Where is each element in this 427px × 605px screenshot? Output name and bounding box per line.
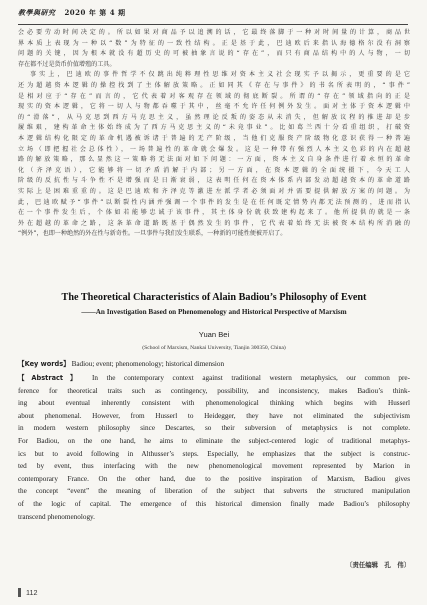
abstract-block [18,372,410,523]
body-line: 路的解放策略，那么显然这一策略将无法面对如下问题：一方面，资本主义自身条件进行着永恒的革命 [18,156,410,164]
chinese-body-text [18,28,410,240]
abstract-line [18,372,410,385]
abstract-line [18,485,410,498]
abstract-line [18,385,410,398]
body-line: 会必要劳动时间决定的。所以如果对商品予以追溯的话，它最终落脚于一种对时间量的计算，商品世 [18,29,410,36]
keywords-line [18,358,410,368]
abstract-line [18,511,410,524]
author-name: Yuan Bei [198,330,230,339]
journal-name: 教學與研究 [18,8,56,17]
abstract-line [18,498,410,511]
body-line: 存在都不过是货币价值增殖的工具。 [18,60,116,68]
journal-header [18,8,408,25]
abstract-line [18,435,410,448]
english-title: The Theoretical Characteristics of Alain Badiou’s Philosophy of Event [61,292,367,303]
abstract-line-text: contemporary France. On the other hand, due to the positive inspiration of Marxism, Badiou gives [18,474,410,483]
abstract-line [18,448,410,461]
body-line: 此，巴迪欧赋予“事件”以断裂性内涵并强调一个事件的发生是在任何既定情势内都无法预测的，进而指认 [18,198,410,206]
body-line: 履维艰，建构革命主体始终成为了西方马克思主义的“未竟事业”。比如葛兰西十分看重组织，打破资 [18,124,410,132]
abstract-label: 【Abstract】 [18,374,84,382]
body-line: 界本质上表现为一种以“数”为特征的一致性结构。正是基于此，巴迪欧后来指认海德格尔没有洞察 [18,39,410,47]
body-line: 实际上是困难重重的。这是巴迪欧和齐泽克等激进左派学者必须面对并需要提供解放方案的问题。为 [18,187,410,195]
abstract-line-text: For Badiou, on the one hand, he aims to eliminate the subject-centered logic of traditional metaphys- [18,436,410,445]
body-line: 问题的关键，因为根本就没有超历史的可被抽象言说的“存在”，而只有商品结构中的人与物，一切 [18,50,410,58]
body-line: 是相对应于“存在”而言的，它代表着对客观存在领域的彻底断裂。所谓的“存在”领域指向的正是 [18,92,410,100]
abstract-line [18,410,410,423]
body-line: “例外”，也即一种绝然的外在性与新奇性。一旦事件与我们发生联系，一种新的可能性便被开启了。 [18,230,287,238]
body-line: 现实的资本逻辑，它将一切人与物都吞噬于其中，丝毫不允许任何例外发生。面对主体于资本逻辑中 [18,103,410,111]
body-line: 的“滑落”，从马克思到西方马克思主义，虽然理论反叛的姿态从未消失，但解放议程的推进却是步 [18,113,410,121]
abstract-line-text: ics but to avoid following in Althusser’s steps. Especially, he emphasizes that the subject is construc- [18,449,410,458]
english-subtitle: ——An Investigation Based on Phenomenology and Historical Perspective of Marxism [81,308,347,316]
abstract-line [18,397,410,410]
abstract-line-text: in modern western philosophy since Descartes, so their subversion of metaphysics is not complete. [18,424,410,433]
keywords-text: Badiou; event; phenomenology; historical dimension [71,360,225,368]
body-line: 还为超越资本逻辑的操控找到了主体解放策略。正如同其《存在与事件》的书名所表明的，“事件” [18,81,410,89]
abstract-line-text: the concept “event” the meaning of liberation of the subject that subverts the structured manipulation [18,487,410,496]
abstract-line [18,473,410,486]
abstract-line-text: ted by event, thus interfacing with the new phenomenological movement represented by Marion in [18,462,410,471]
responsible-editor: 〔责任编辑 孔 伟〕 [346,561,410,569]
journal-issue: 2020 年 第 4 期 [64,8,126,17]
abstract-line-text: ing about eventual inherently consistent with phenomenological thinking which begins with Husserl [18,399,410,408]
abstract-line-text: transcend phenomenology. [18,512,95,521]
abstract-line-text: of the logic of capital. The emergence of this historical dimension finally made Badiou’s philosophy [18,499,410,508]
body-line: 在一个事件发生后，个体如若能够忠诚于该事件，其主体身份就获致建构起来了。他所提供的就是一条 [18,209,410,217]
abstract-line-text: In the contemporary context against traditional western metaphysics, our common pre- [91,374,410,382]
keywords-label: 【Key words】 [18,360,70,368]
abstract-line-text: about phenomenal. However, from Husserl to Heidegger, they have not eliminated the subjectivism [18,411,410,420]
body-line: 阶级的反抗性与斗争性不是增强而是日渐衰弱，这表明任何在资本体系内部发动超越资本的革命道路 [18,177,410,185]
body-line: 本逻辑结构化限定的革命机遇被诉诸于普遍的无产阶级，当他们克服资产阶级物化意识获得一种普遍 [18,134,410,142]
body-line: 外在超越的革命之路，这条革命道路既基于偶然发生的事件，它代表着始终无法被资本结构所消融的 [18,219,410,227]
author-affiliation: (School of Marxism, Nankai University, Tianjin 300350, China) [142,345,286,351]
abstract-line-text: ference for theoretical traits such as contingency, possibility, and inconsistency, makes Badiou’s think- [18,386,410,395]
abstract-line [18,422,410,435]
abstract-line [18,460,410,473]
page-number: 112 [18,588,37,597]
body-line: 立场（即把握社会总体性），一场普遍性的革命就会爆发。这是一种带有强烈人本主义色彩的内在超越 [18,145,410,153]
body-line: 事实上，巴迪欧的事件哲学不仅跳出纯粹理性思维对资本主义社会现实予以揭示，更重要的是它 [30,71,410,79]
body-line: 化（齐泽克语），它能够将一切矛盾消解于内部；另一方面，在资本逻辑的全面统摄下，今天工人 [18,166,410,174]
